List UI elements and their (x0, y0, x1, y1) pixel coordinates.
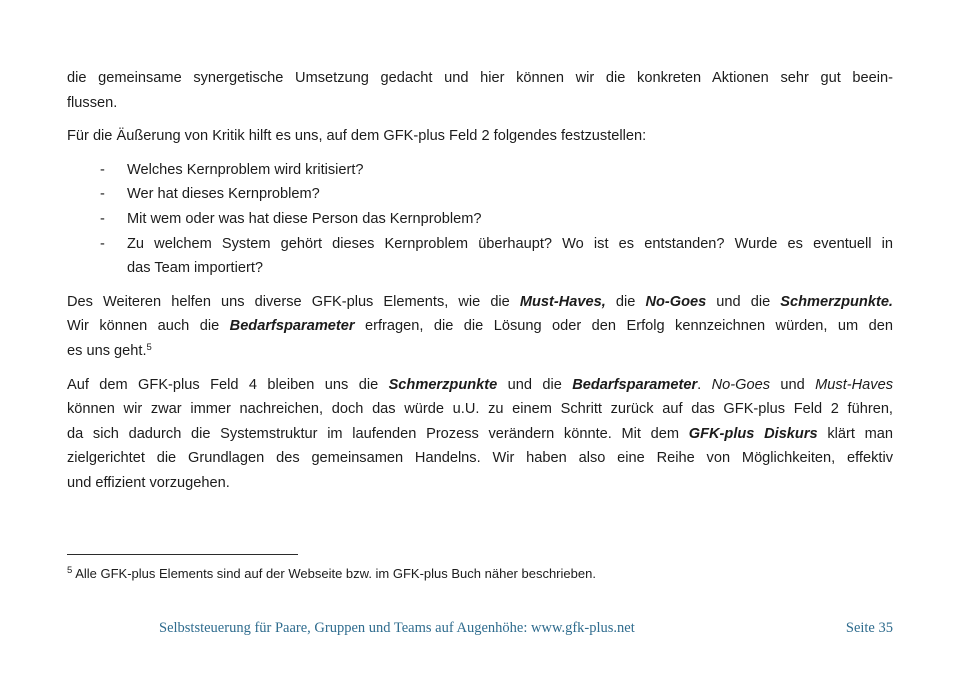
text-line (67, 66, 893, 91)
list-item (67, 207, 893, 232)
text-run: die (605, 293, 646, 310)
text-run: und die (706, 293, 781, 310)
text-run: Bedarfsparameter (572, 376, 698, 393)
text-run: . (697, 376, 712, 393)
text-line (67, 290, 893, 315)
list-item (67, 182, 893, 207)
text-run: können wir zwar immer nachreichen, doch das würde u.U. zu einem Schritt zurück auf das GFK-plus Feld 2 führen, (67, 401, 893, 418)
list-bullet-dash: - (100, 186, 105, 203)
text-run: GFK-plus Diskurs (688, 425, 818, 442)
footer-tagline: Selbststeuerung für Paare, Gruppen und Teams auf Augenhöhe: www.gfk-plus.net (159, 620, 635, 636)
document-body (67, 66, 893, 505)
text-run: und die (497, 376, 573, 393)
text-line (67, 373, 893, 398)
text-run: klärt man (817, 425, 893, 442)
list-bullet-dash: - (100, 235, 105, 252)
list-item-line (127, 158, 893, 183)
text-run: zielgerichtet die Grundlagen des gemeinsamen Handelns. Wir haben also eine Reihe von Möglichkeiten, effektiv (67, 450, 893, 467)
text-run: das Team importiert? (127, 260, 263, 277)
list-item-line (127, 182, 893, 207)
question-list (67, 158, 893, 281)
list-bullet-dash: - (100, 210, 105, 227)
paragraph-4 (67, 373, 893, 496)
list-item-line (127, 256, 893, 281)
text-run: und (770, 376, 816, 393)
footnote-text (67, 564, 893, 583)
text-run: No-Goes (711, 376, 771, 393)
text-line (67, 446, 893, 471)
footnote-section (67, 554, 893, 583)
text-run: Mit wem oder was hat diese Person das Kernproblem? (127, 210, 482, 227)
text-line (67, 397, 893, 422)
text-line (67, 471, 893, 496)
text-line (67, 314, 893, 339)
text-run: flussen. (67, 94, 118, 111)
text-run: Bedarfsparameter (229, 318, 355, 335)
footnote-body: Alle GFK-plus Elements sind auf der Webseite bzw. im GFK-plus Buch näher beschrieben. (75, 566, 596, 581)
text-run: die gemeinsame synergetische Umsetzung gedacht und hier können wir die konkreten Aktionen sehr gut beein- (67, 70, 893, 86)
list-item-line (127, 207, 893, 232)
text-run: Must-Haves (815, 376, 893, 393)
footnote-separator-rule (67, 554, 298, 555)
list-item-line (127, 232, 893, 257)
paragraph-2 (67, 124, 893, 149)
text-run: Wir können auch die (67, 318, 230, 335)
list-bullet-dash: - (100, 161, 105, 178)
text-run: es uns geht. (67, 342, 147, 359)
text-line (67, 339, 893, 364)
paragraph-1 (67, 66, 893, 115)
list-item (67, 232, 893, 281)
footer-page-number: Seite 35 (845, 620, 893, 636)
text-run: und effizient vorzugehen. (67, 474, 230, 491)
text-run: Des Weiteren helfen uns diverse GFK-plus Elements, wie die (67, 293, 520, 310)
text-run: Zu welchem System gehört dieses Kernproblem überhaupt? Wo ist es entstanden? Wurde es eventuell in (127, 235, 893, 252)
list-item (67, 158, 893, 183)
footnote-reference: 5 (146, 341, 152, 353)
text-line (67, 422, 893, 447)
text-run: Für die Äußerung von Kritik hilft es uns, auf dem GFK-plus Feld 2 folgendes festzustellen: (67, 128, 647, 145)
text-run: Welches Kernproblem wird kritisiert? (127, 161, 364, 178)
text-run: erfragen, die die Lösung oder den Erfolg kennzeichnen würden, um den (354, 318, 893, 335)
text-line (67, 91, 893, 116)
text-run: Auf dem GFK-plus Feld 4 bleiben uns die (67, 376, 389, 393)
footnote-marker: 5 (67, 565, 73, 576)
text-line (67, 124, 893, 149)
text-run: No-Goes (645, 293, 707, 310)
page-footer (67, 618, 893, 638)
paragraph-3 (67, 290, 893, 364)
text-run: Must-Haves, (519, 293, 606, 310)
text-run: Schmerzpunkte (388, 376, 498, 393)
text-run: Wer hat dieses Kernproblem? (127, 186, 320, 203)
text-run: Schmerzpunkte. (780, 293, 893, 310)
text-run: da sich dadurch die Systemstruktur im laufenden Prozess verändern könnte. Mit dem (67, 425, 689, 442)
